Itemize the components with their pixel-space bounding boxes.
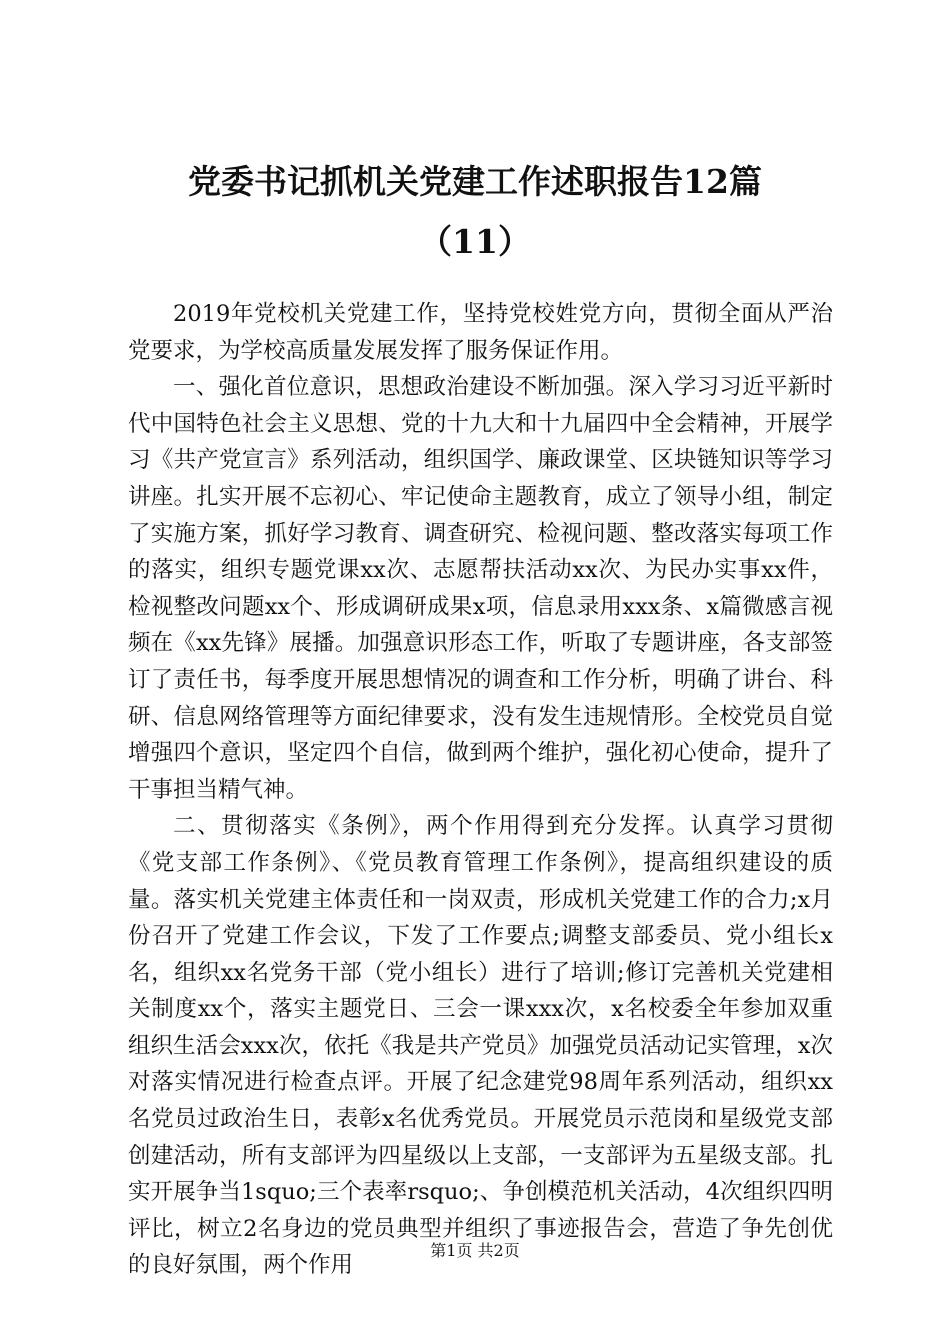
document-title-line1: 党委书记抓机关党建工作述职报告12篇 — [188, 162, 762, 201]
document-title-line2: （11） — [419, 222, 531, 261]
paragraph-section-1: 一、强化首位意识，思想政治建设不断加强。深入学习习近平新时代中国特色社会主义思想、党的十九大和十九届四中全会精神，开展学习《共产党宣言》系列活动，组织国学、廉政课堂、区块链知识等学习讲座。扎实开展不忘初心、牢记使命主题教育，成立了领导小组，制定了实施方案，抓好学习教育、调查研究、检视问题、整改落实每项工作的落实，组织专题党课xx次、志愿帮扶活动xx次、为民办实事xx件，检视整改问题xx个、形成调研成果x项，信息录用xxx条、x篇微感言视频在《xx先锋》展播。加强意识形态工作，听取了专题讲座，各支部签订了责任书，每季度开展思想情况的调查和工作分析，明确了讲台、科研、信息网络管理等方面纪律要求，没有发生违规情形。全校党员自觉增强四个意识，坚定四个自信，做到两个维护，强化初心使命，提升了干事担当精气神。 — [128, 374, 833, 803]
paragraph-section-2: 二、贯彻落实《条例》，两个作用得到充分发挥。认真学习贯彻《党支部工作条例》、《党员教育管理工作条例》，提高组织建设的质量。落实机关党建主体责任和一岗双责，形成机关党建工作的合力;x月份召开了党建工作会议，下发了工作要点;调整支部委员、党小组长x名，组织xx名党务干部（党小组长）进行了培训;修订完善机关党建相关制度xx个，落实主题党日、三会一课xxx次，x名校委全年参加双重组织生活会xxx次，依托《我是共产党员》加强党员活动记实管理，x次对落实情况进行检查点评。开展了纪念建党98周年系列活动，组织xx名党员过政治生日，表彰x名优秀党员。开展党员示范岗和星级党支部创建活动，所有支部评为四星级以上支部，一支部评为五星级支部。扎实开展争当1squo;三个表率rsquo;、争创模范机关活动，4次组织四明评比，树立2名身边的党员典型并组织了事迹报告会，营造了争先创优的良好氛围，两个作用 — [128, 813, 833, 1279]
document-body — [128, 296, 833, 1284]
page-number-footer: 第1页 共2页 — [430, 1241, 520, 1260]
paragraph-intro: 2019年党校机关党建工作，坚持党校姓党方向，贯彻全面从严治党要求，为学校高质量发展发挥了服务保证作用。 — [128, 301, 833, 364]
